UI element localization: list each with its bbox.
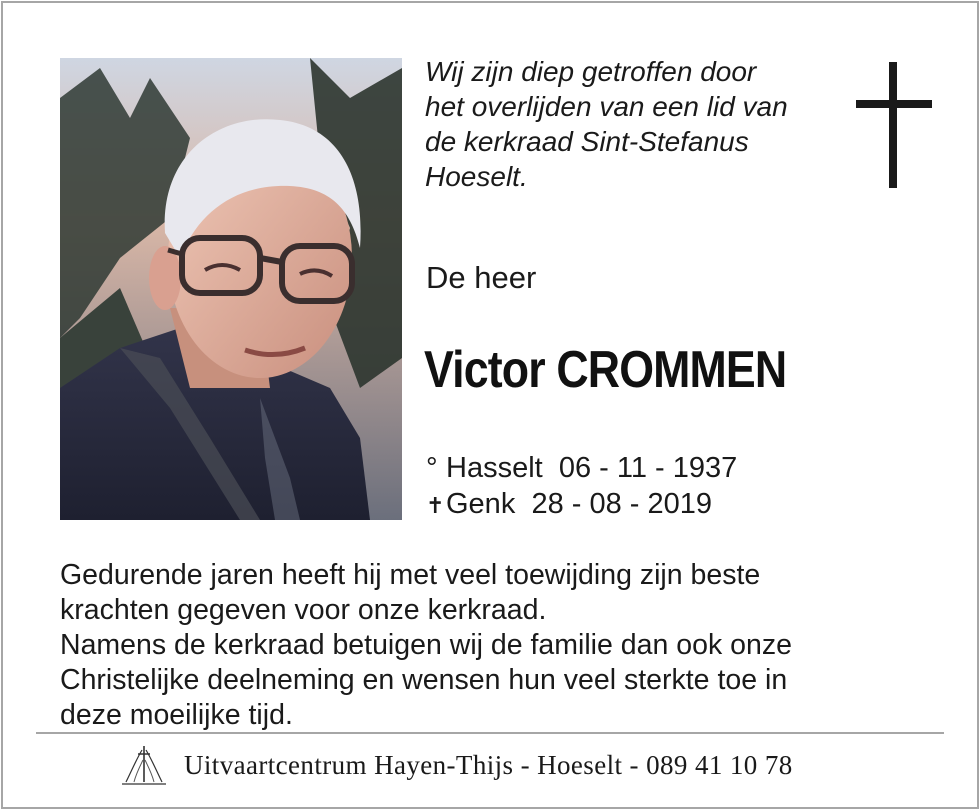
intro-text [425, 54, 845, 194]
death-row [426, 486, 737, 524]
death-date: 28 - 08 - 2019 [531, 488, 713, 520]
intro-line: Wij zijn diep getroffen door [425, 56, 757, 87]
life-dates [426, 450, 737, 524]
intro-line: Hoeselt. [425, 161, 528, 192]
birth-row [426, 450, 737, 486]
body-line: krachten gegeven voor onze kerkraad. [60, 594, 547, 626]
funeral-home-logo-icon [120, 742, 168, 788]
intro-line: het overlijden van een lid van [425, 91, 788, 122]
body-line: deze moeilijke tijd. [60, 699, 293, 731]
salutation: De heer [426, 260, 537, 295]
deceased-name: Victor CROMMEN [424, 341, 787, 399]
body-line: Namens de kerkraad betuigen wij de familie dan ook onze [60, 629, 792, 661]
birth-symbol: ° [426, 452, 438, 484]
condolence-text [60, 558, 920, 733]
cross-icon [856, 62, 932, 188]
birth-date: 06 - 11 - 1937 [558, 452, 738, 484]
death-place: Genk [446, 488, 516, 520]
footer-divider [36, 732, 944, 734]
intro-line: de kerkraad Sint-Stefanus [425, 126, 749, 157]
birth-place: Hasselt [446, 452, 543, 484]
footer [120, 740, 793, 790]
dagger-icon: ✝ [426, 493, 445, 518]
body-line: Gedurende jaren heeft hij met veel toewijding zijn beste [60, 559, 761, 591]
portrait-photo [60, 58, 402, 520]
footer-text: Uitvaartcentrum Hayen-Thijs - Hoeselt - 089 41 10 78 [184, 749, 793, 780]
body-line: Christelijke deelneming en wensen hun veel sterkte toe in [60, 664, 788, 696]
